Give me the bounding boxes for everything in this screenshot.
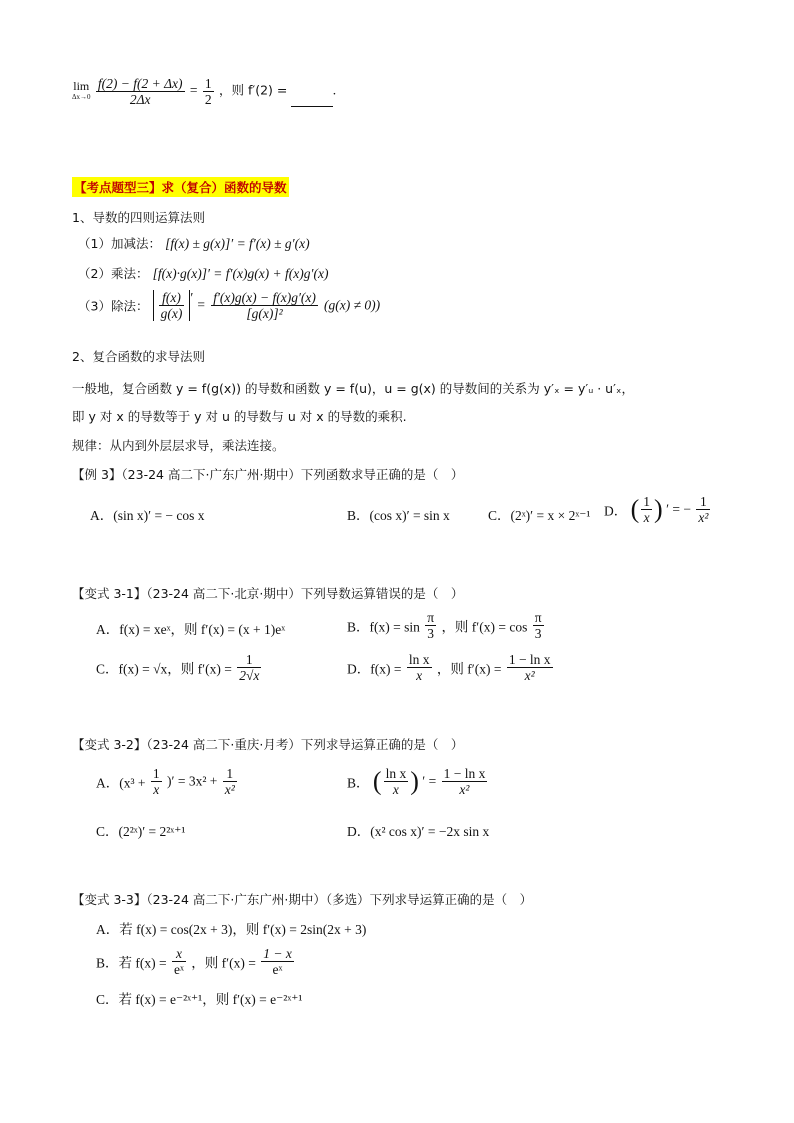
chain-rule-line-2: 即 y 对 x 的导数等于 y 对 u 的导数与 u 对 x 的导数的乘积.: [72, 409, 407, 424]
variant-3-1-option-b: [347, 610, 546, 641]
lnx-over-x-fraction: [407, 652, 432, 683]
x2-denominator: x²: [698, 510, 709, 525]
quotient-rule-denominator: [g(x)]²: [246, 306, 283, 321]
chain-rule-line-1: 一般地，复合函数 y = f(g(x)) 的导数和函数 y = f(u)，u = g(x) 的导数间的关系为 y′ₓ = y′ᵤ · u′ₓ，: [72, 381, 634, 396]
half-numerator: 1: [204, 76, 212, 91]
variant-3-2-option-a: [96, 766, 239, 797]
limit-denominator: 2Δx: [129, 92, 151, 107]
x-denominator: x: [643, 510, 650, 525]
d-numerator: ln x: [408, 652, 430, 667]
intro-period: .: [332, 82, 337, 98]
pi-numerator: π: [427, 610, 435, 625]
variant-3-1-option-d: [347, 652, 555, 683]
option-b-middle: ，则 f′(x) = cos: [441, 619, 528, 635]
three-denominator-2: 3: [534, 626, 542, 641]
pi-numerator-2: π: [534, 610, 542, 625]
variant-3-2-option-d: D．(x² cos x)′ = −2x sin x: [347, 824, 490, 839]
variant-3-2-title: 【变式 3-2】（23-24 高二下·重庆·月考）下列求导运算正确的是（ ）: [72, 737, 464, 752]
one-numerator-2: 1: [696, 494, 710, 510]
rules-title-1: 1、导数的四则运算法则: [72, 210, 205, 225]
a-one: 1: [152, 766, 160, 781]
rule-addition-label: （1）加减法：: [78, 236, 161, 251]
rules-title-2: 2、复合函数的求导法则: [72, 349, 205, 364]
intro-limit-line: [72, 76, 336, 107]
f-over-g-fraction: [159, 290, 185, 321]
lnx-over-x-fraction-b: [384, 766, 409, 797]
half-denominator: 2: [204, 92, 212, 107]
b-num: ln x: [385, 766, 407, 781]
rule-multiplication: [78, 264, 328, 282]
one-over-x-fraction-a: [151, 766, 162, 797]
option-d-middle: ，则 f′(x) =: [436, 661, 502, 677]
section-heading: 【考点题型三】求（复合）函数的导数: [72, 177, 289, 197]
variant-3-2-option-b: B． ( $\frac{\text{ln x}}{x}$ ) ′ = $\frac{\text{1 − ln x}}{\text{x²}}$: [347, 766, 486, 797]
variant-3-1-option-a: A．f(x) = xeˣ，则 f′(x) = (x + 1)eˣ: [96, 622, 286, 637]
rule-multiplication-label: （2）乘法：: [78, 266, 149, 281]
one-over-x2-fraction-a: [223, 766, 237, 797]
variant-3-1-title: 【变式 3-1】（23-24 高二下·北京·期中）下列导数运算错误的是（ ）: [72, 586, 464, 601]
chain-rule-pattern: 规律：从内到外层层求导，乘法连接。: [72, 438, 285, 453]
limit-numerator: f(2) − f(2 + Δx): [97, 76, 183, 91]
d-numerator-2: 1 − ln x: [508, 652, 551, 667]
rule-addition: [78, 234, 310, 252]
x-over-ex-fraction: [172, 946, 186, 977]
one-over-2sqrtx-fraction: [237, 652, 261, 683]
variant-3-2-option-c: C．(2²ˣ)′ = 2²ˣ⁺¹: [96, 824, 186, 839]
quotient-rule-condition: (g(x) ≠ 0)): [324, 297, 381, 313]
f-over-g-denominator: g(x): [160, 306, 183, 321]
variant-3-1-option-c: [96, 652, 263, 683]
quotient-rule-numerator: f′(x)g(x) − f(x)g′(x): [213, 290, 316, 305]
pi-over-3-fraction: [425, 610, 436, 641]
intro-tail-text: ，则 f′(2) =: [219, 82, 288, 98]
pi-over-3-fraction-2: [533, 610, 544, 641]
a-x: x: [153, 782, 160, 797]
limit-operator: [72, 78, 91, 103]
example-3-option-b: B．(cos x)′ = sin x: [347, 508, 450, 523]
example-3-title: 【例 3】（23-24 高二下·广东广州·期中）下列函数求导正确的是（ ）: [72, 467, 464, 482]
rule-division-label: （3）除法：: [78, 298, 149, 314]
derivative-fraction: [507, 652, 553, 683]
b-den-2: x²: [459, 782, 470, 797]
b-den: x: [392, 782, 399, 797]
b3-den-2: eˣ: [272, 962, 283, 977]
option-a-prefix: A．(x³ +: [96, 775, 146, 791]
b3-num: x: [172, 946, 186, 962]
variant-3-3-option-c: C．若 f(x) = e⁻²ˣ⁺¹，则 f′(x) = e⁻²ˣ⁺¹: [96, 992, 303, 1007]
f-over-g-numerator: f(x): [159, 290, 185, 306]
option-d-equals: ′ = −: [666, 501, 692, 517]
option-a-post: )′ = 3x² +: [167, 773, 218, 789]
variant-3-3-title: 【变式 3-3】（23-24 高二下·广东广州·期中）（多选）下列求导运算正确的是（ ）: [72, 892, 533, 907]
lim-text: lim: [73, 78, 90, 93]
division-bracket: [153, 290, 191, 321]
option-c-prefix: C．f(x) = √x，则 f′(x) =: [96, 661, 232, 677]
d-denominator-2: x²: [524, 668, 535, 683]
c-numerator: 1: [237, 652, 261, 668]
variant-3-3-option-a: A．若 f(x) = cos(2x + 3)，则 f′(x) = 2sin(2x + 3): [96, 922, 367, 937]
option-d-prefix: D．f(x) =: [347, 661, 402, 677]
neg-one-over-x2-fraction: [696, 494, 710, 525]
option-b-prefix: B．f(x) = sin: [347, 619, 420, 635]
option-b-equals: ′ =: [422, 773, 437, 789]
option-b3-middle: ，则 f′(x) =: [191, 955, 256, 971]
a-one-2: 1: [223, 766, 237, 782]
option-d-label: D．: [604, 503, 628, 519]
option-b-prefix-3: B．若 f(x) =: [96, 955, 167, 971]
quotient-rule-fraction: [211, 290, 318, 321]
rule-addition-formula: [f(x) ± g(x)]′ = f′(x) ± g′(x): [165, 236, 310, 251]
b3-result-fraction: [261, 946, 294, 977]
option-b-prefix-2: B．: [347, 775, 370, 791]
rule-multiplication-formula: [f(x)·g(x)]′ = f′(x)g(x) + f(x)g′(x): [152, 266, 329, 281]
a-x2: x²: [224, 782, 235, 797]
limit-fraction: [96, 76, 185, 107]
one-numerator: 1: [643, 494, 651, 509]
b-num-2: 1 − ln x: [443, 766, 486, 781]
b3-num-2: 1 − x: [263, 946, 292, 961]
half-fraction: [203, 76, 214, 107]
answer-blank: [291, 94, 333, 107]
rule-division: （3）除法： $\frac{f(x)}{g(x)}$ ′ = $\frac{f'(x)g(x) - f(x)g'(x)}{\text{[g(x)]²}}$ (g(x) ≠ 0)): [78, 290, 381, 321]
b3-den: eˣ: [173, 962, 184, 977]
equals-sign: =: [189, 82, 198, 98]
example-3-option-c: C．(2ˣ)′ = x × 2ˣ⁻¹: [488, 508, 591, 523]
lim-subscript: Δx→0: [72, 92, 91, 101]
d-denominator: x: [416, 668, 423, 683]
variant-3-3-option-b: [96, 946, 296, 977]
example-3-option-a: A．(sin x)′ = − cos x: [90, 508, 205, 523]
b-result-fraction: [442, 766, 488, 797]
c-denominator: 2√x: [239, 668, 260, 683]
example-3-option-d: D． ( $\frac{1}{x}$ ) ′ = − $\frac{1}{\text{x²}}$: [604, 494, 709, 525]
one-over-x-fraction: [641, 494, 652, 525]
three-denominator: 3: [427, 626, 435, 641]
